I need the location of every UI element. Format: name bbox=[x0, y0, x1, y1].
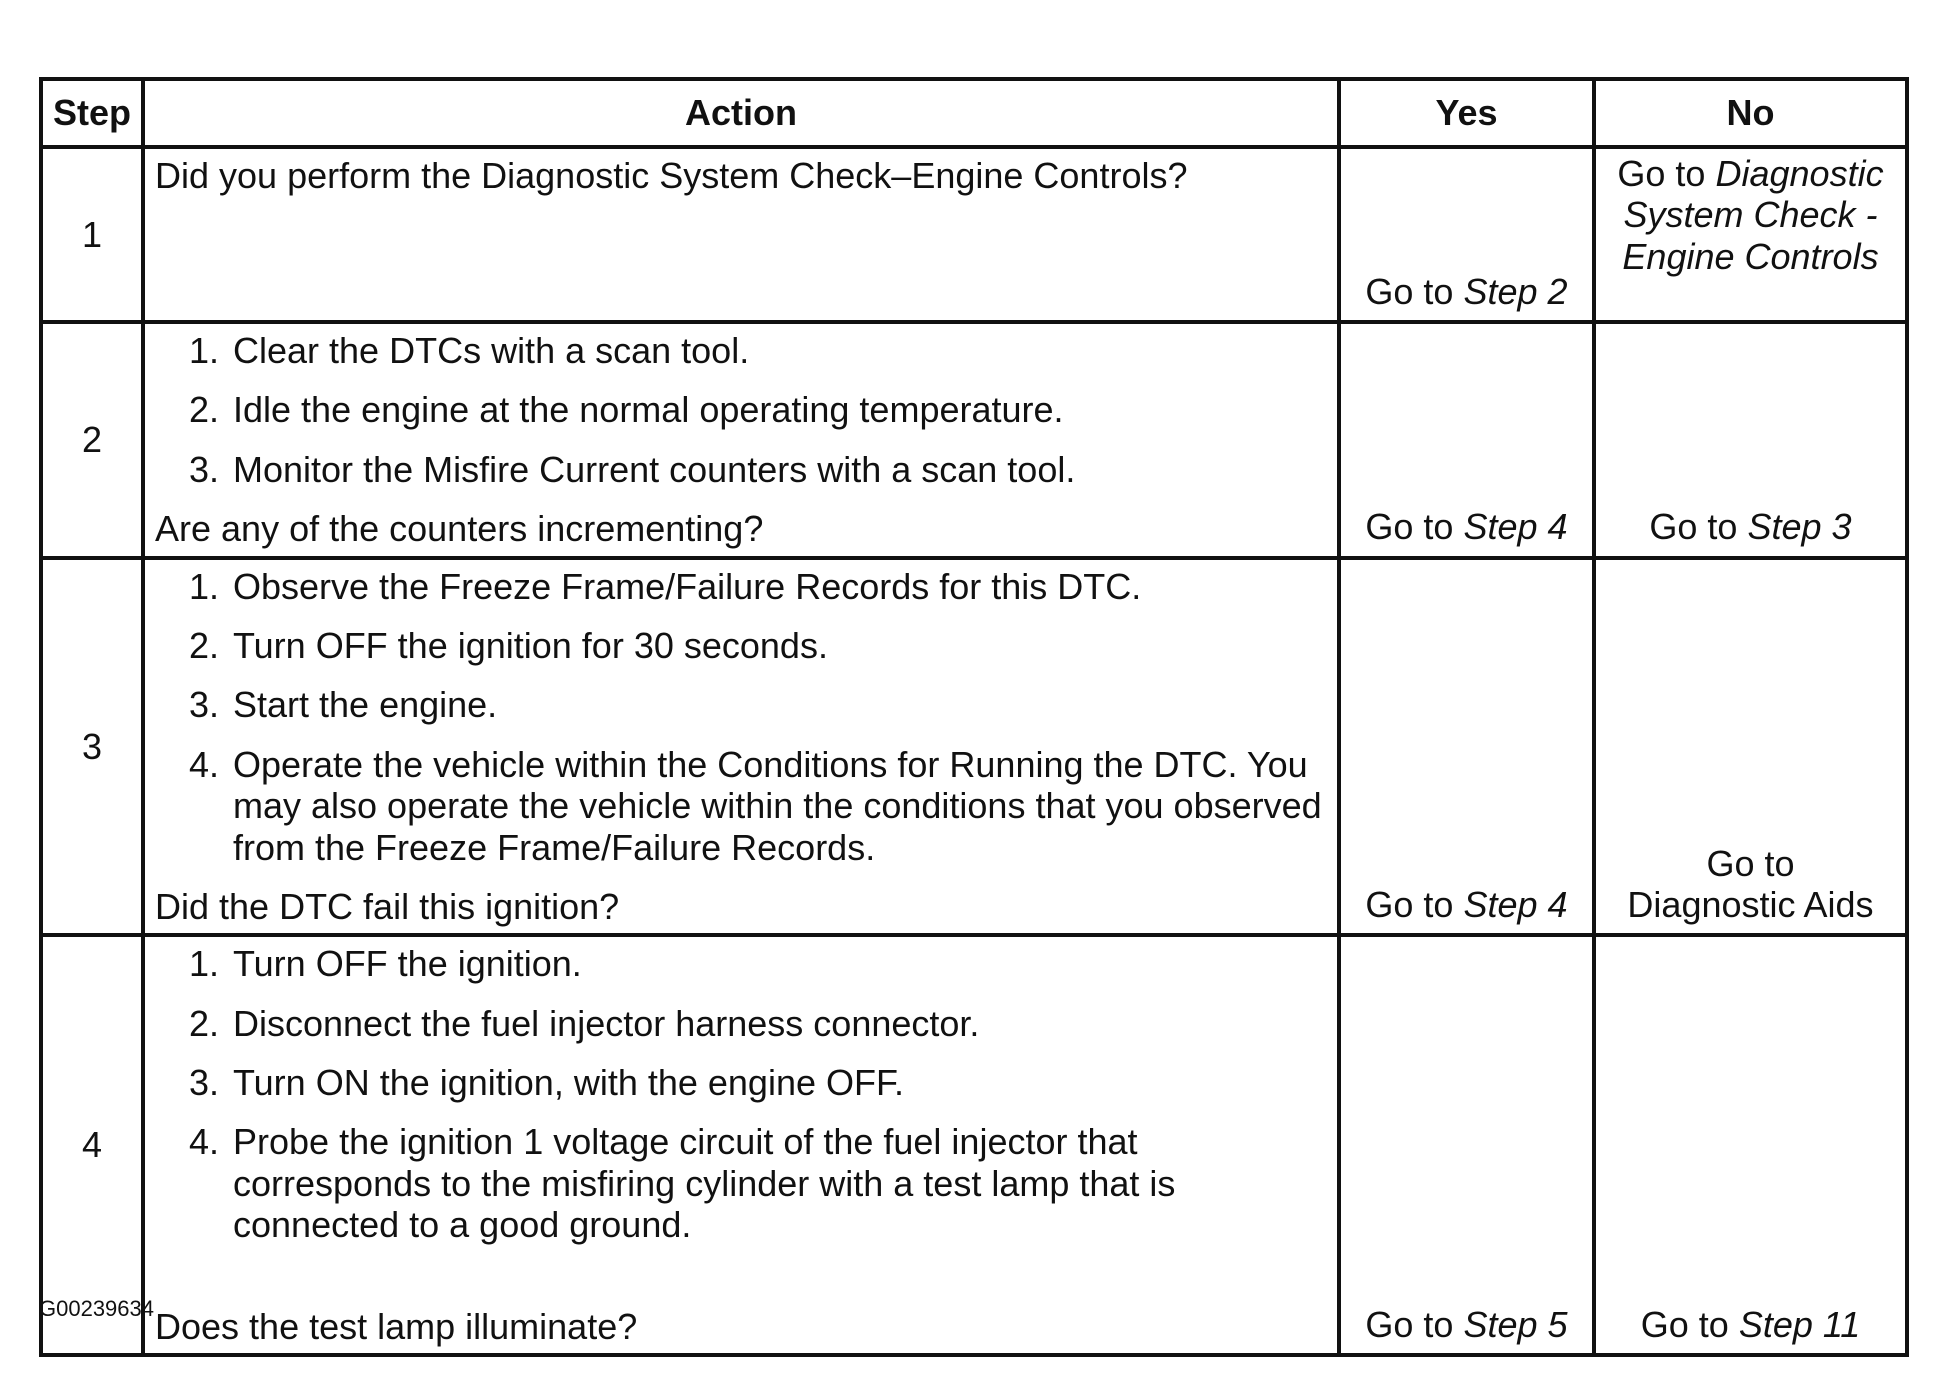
goto-prefix: Go to bbox=[1640, 1303, 1729, 1345]
step-question: Are any of the counters incrementing? bbox=[155, 508, 764, 550]
substep-text: Observe the Freeze Frame/Failure Records for this DTC. bbox=[233, 565, 1142, 607]
list-item bbox=[155, 566, 1327, 607]
no-cell bbox=[1594, 322, 1907, 558]
step-question: Did the DTC fail this ignition? bbox=[155, 885, 620, 927]
step-number: 3 bbox=[41, 558, 143, 936]
header-action: Action bbox=[143, 79, 1339, 147]
yes-cell bbox=[1339, 322, 1594, 558]
list-item bbox=[155, 449, 1327, 490]
substep-text: Turn OFF the ignition. bbox=[233, 943, 582, 985]
goto-target: Step 2 bbox=[1463, 270, 1568, 312]
substep-text: Monitor the Misfire Current counters with a scan tool. bbox=[233, 448, 1076, 490]
step-number: 1 bbox=[41, 147, 143, 322]
list-item bbox=[155, 389, 1327, 430]
goto-target: Step 3 bbox=[1747, 506, 1852, 548]
no-cell bbox=[1594, 935, 1907, 1355]
goto-target: Step 4 bbox=[1463, 883, 1568, 925]
step-number: 2 bbox=[41, 322, 143, 558]
table-row bbox=[41, 935, 1907, 1355]
goto-target: Diagnostic System Check - Engine Controls bbox=[1622, 153, 1884, 277]
header-yes: Yes bbox=[1339, 79, 1594, 147]
goto-prefix: Go to bbox=[1365, 506, 1454, 548]
action-cell bbox=[143, 935, 1339, 1355]
substep-number: 3. bbox=[188, 448, 219, 490]
substep-text: Turn OFF the ignition for 30 seconds. bbox=[233, 624, 828, 666]
yes-cell bbox=[1339, 147, 1594, 322]
substep-text: Clear the DTCs with a scan tool. bbox=[233, 330, 750, 371]
goto-prefix: Go to bbox=[1706, 842, 1795, 884]
substep-text: Disconnect the fuel injector harness connector. bbox=[233, 1002, 980, 1044]
substep-text: Turn ON the ignition, with the engine OFF. bbox=[233, 1062, 904, 1104]
goto-target: Step 5 bbox=[1463, 1303, 1568, 1345]
no-cell bbox=[1594, 147, 1907, 322]
list-item bbox=[155, 943, 1327, 984]
list-item bbox=[155, 684, 1327, 725]
list-item bbox=[155, 1062, 1327, 1103]
step-question: Does the test lamp illuminate? bbox=[155, 1305, 638, 1347]
substep-list bbox=[155, 943, 1327, 1245]
diagnostic-table bbox=[39, 77, 1909, 1357]
goto-target: Diagnostic Aids bbox=[1627, 883, 1874, 925]
substep-number: 2. bbox=[188, 624, 219, 666]
substep-number: 1. bbox=[188, 943, 219, 985]
substep-number: 1. bbox=[188, 330, 219, 371]
substep-number: 3. bbox=[188, 1062, 219, 1104]
table-row bbox=[41, 558, 1907, 936]
step-number: 4 bbox=[41, 935, 143, 1355]
table-row bbox=[41, 147, 1907, 322]
substep-text: Start the engine. bbox=[233, 684, 498, 726]
substep-number: 4. bbox=[188, 743, 219, 785]
substep-number: 1. bbox=[188, 565, 219, 607]
goto-prefix: Go to bbox=[1617, 153, 1706, 194]
yes-cell bbox=[1339, 558, 1594, 936]
goto-target: Step 4 bbox=[1463, 506, 1568, 548]
step-question: Did you perform the Diagnostic System Check–Engine Controls? bbox=[155, 155, 1188, 196]
figure-code: G00239634 bbox=[39, 1296, 154, 1321]
list-item bbox=[155, 1003, 1327, 1044]
header-step: Step bbox=[41, 79, 143, 147]
substep-number: 2. bbox=[188, 389, 219, 431]
yes-cell bbox=[1339, 935, 1594, 1355]
substep-list bbox=[155, 566, 1327, 868]
list-item bbox=[155, 625, 1327, 666]
table-row bbox=[41, 322, 1907, 558]
table-header-row bbox=[41, 79, 1907, 147]
goto-prefix: Go to bbox=[1365, 1303, 1454, 1345]
substep-text: Probe the ignition 1 voltage circuit of the fuel injector that corresponds to the misfiring cylinder with a test lamp that is connected to a good ground. bbox=[233, 1121, 1176, 1246]
header-no: No bbox=[1594, 79, 1907, 147]
goto-prefix: Go to bbox=[1649, 506, 1738, 548]
substep-text: Operate the vehicle within the Conditions for Running the DTC. You may also operate the vehicle within the conditions that you observed from the Freeze Frame/Failure Records. bbox=[233, 743, 1322, 868]
no-cell bbox=[1594, 558, 1907, 936]
action-cell bbox=[143, 322, 1339, 558]
goto-prefix: Go to bbox=[1365, 270, 1454, 312]
list-item bbox=[155, 744, 1327, 868]
list-item bbox=[155, 1121, 1327, 1245]
substep-number: 2. bbox=[188, 1002, 219, 1044]
substep-text: Idle the engine at the normal operating temperature. bbox=[233, 389, 1064, 431]
action-cell bbox=[143, 558, 1339, 936]
goto-target: Step 11 bbox=[1738, 1303, 1861, 1345]
substep-number: 4. bbox=[188, 1121, 219, 1163]
goto-prefix: Go to bbox=[1365, 883, 1454, 925]
substep-list bbox=[155, 330, 1327, 490]
substep-number: 3. bbox=[188, 684, 219, 726]
list-item bbox=[155, 330, 1327, 371]
action-cell bbox=[143, 147, 1339, 322]
